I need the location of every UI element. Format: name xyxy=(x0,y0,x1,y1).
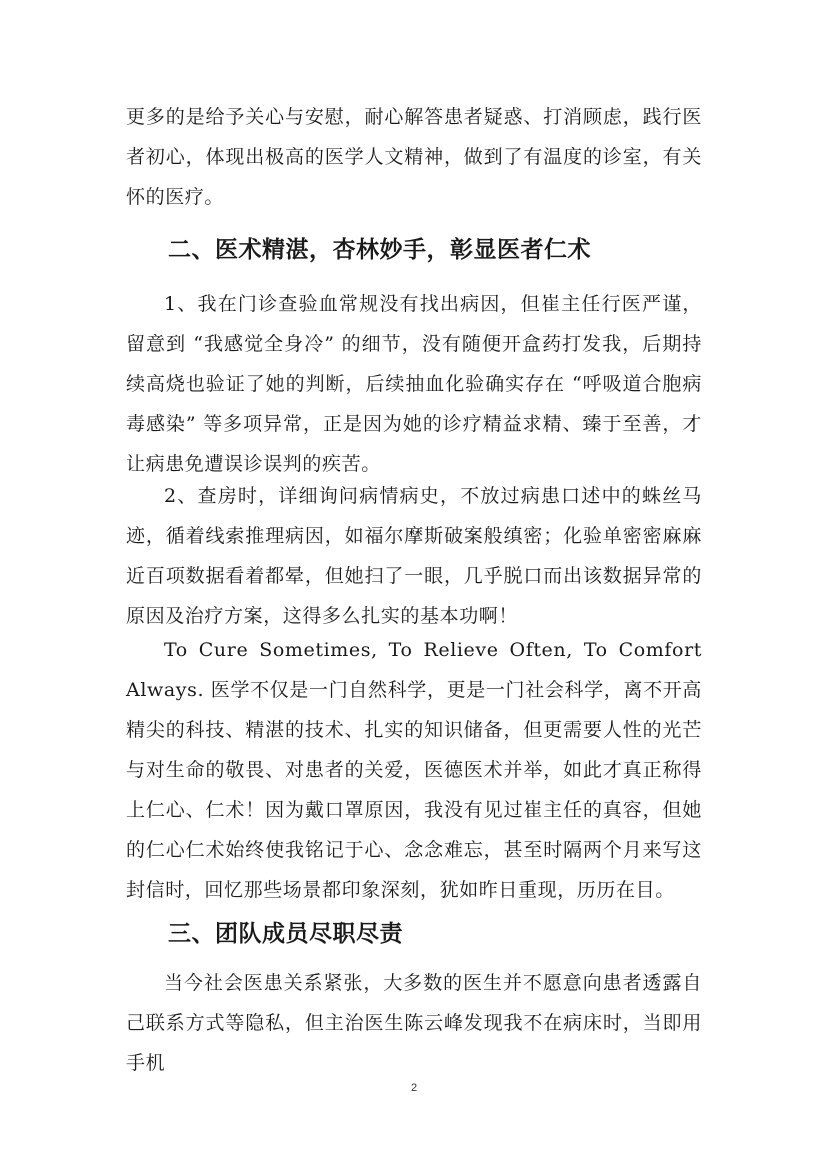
section-2-paragraph-1: 1、我在门诊查验血常规没有找出病因，但崔主任行医严谨，留意到 “我感觉全身冷” 的细节，没有随便开盒药打发我，后期持续高烧也验证了她的判断，后续抽血化验确实存在 “呼吸道合胞病毒感染” 等多项异常，正是因为她的诊疗精益求精、臻于至善，才让病患免遭误诊误判的疾苦。 xyxy=(126,293,702,475)
section-2-paragraph-3: To Cure Sometimes, To Relieve Often, To Comfort Always. 医学不仅是一门自然科学，更是一门社会科学，离不开高精尖的科技、精湛的技术、扎实的知识储备，但更需要人性的光芒与对生命的敬畏、对患者的关爱，医德医术并举，如此才真正称得上仁心、仁术！因为戴口罩原因，我没有见过崔主任的真容，但她的仁心仁术始终使我铭记于心、念念难忘，甚至时隔两个月来写这封信时，回忆那些场景都印象深刻，犹如昨日重现，历历在目。 xyxy=(126,639,702,901)
section-heading-3: 三、团队成员尽职尽责 xyxy=(168,921,403,947)
intro-paragraph: 更多的是给予关心与安慰，耐心解答患者疑惑、打消顾虑，践行医者初心，体现出极高的医学人文精神，做到了有温度的诊室，有关怀的医疗。 xyxy=(126,106,702,208)
section-2-paragraph-2: 2、查房时，详细询问病情病史，不放过病患口述中的蛛丝马迹，循着线索推理病因，如福尔摩斯破案般缜密；化验单密密麻麻近百项数据看着都晕，但她扫了一眼，几乎脱口而出该数据异常的原因及治疗方案，这得多么扎实的基本功啊！ xyxy=(126,485,702,627)
page-number: 2 xyxy=(410,1082,418,1094)
section-3-paragraph-1: 当今社会医患关系紧张，大多数的医生并不愿意向患者透露自己联系方式等隐私，但主治医生陈云峰发现我不在病床时，当即用手机 xyxy=(126,972,702,1074)
section-heading-2: 二、医术精湛，杏林妙手，彰显医者仁术 xyxy=(168,237,591,263)
